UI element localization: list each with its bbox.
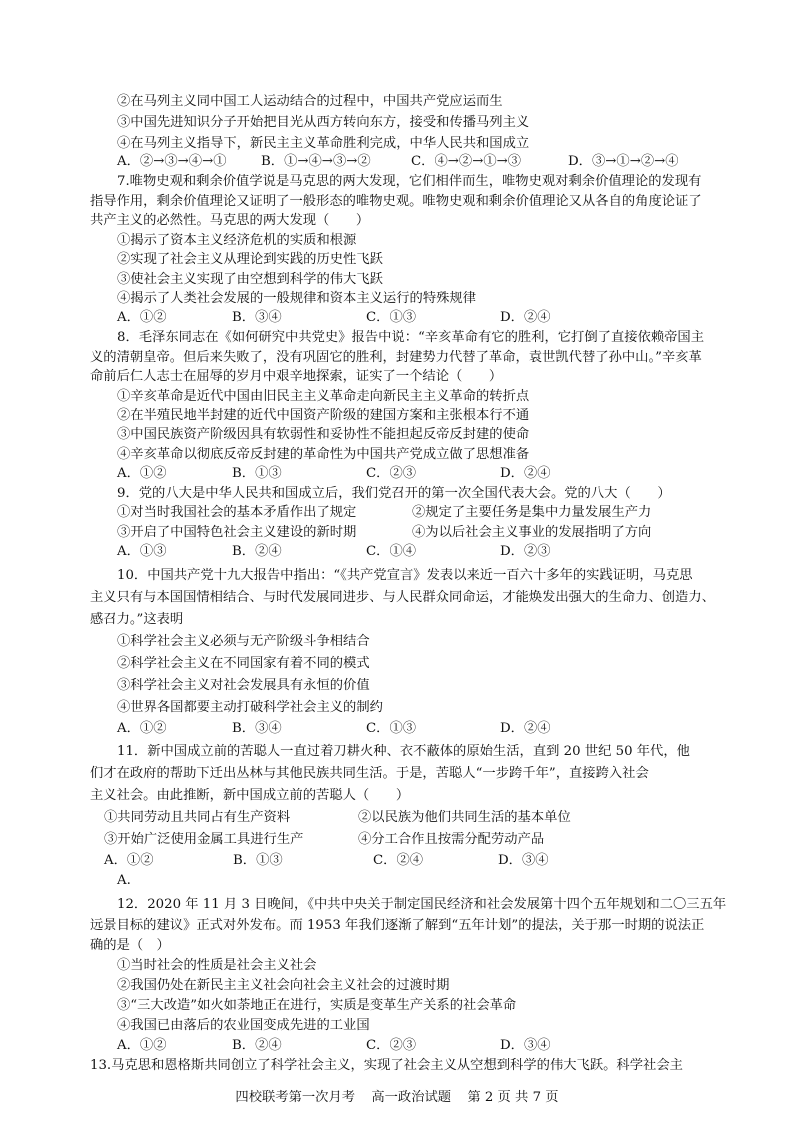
option-d: D．③④ — [498, 853, 549, 868]
q12-stem-2: 远景目标的建议》正式对外发布。而 1953 年我们逐渐了解到“五年计划”的提法，关于那一时期的说法正 — [90, 918, 705, 933]
footer-subject: 高一政治试题 — [371, 1090, 452, 1105]
q8-item-3: ③中国民族资产阶级因具有软弱性和妥协性不能担起反帝反封建的使命 — [117, 427, 530, 442]
q11-item-1: ①共同劳动且共同占有生产资料 — [104, 810, 291, 825]
q7-item-3: ③使社会主义实现了由空想到科学的伟大飞跃 — [117, 272, 383, 287]
q7-stem-3: 共产主义的必然性。马克思的两大发现（ ） — [90, 213, 370, 228]
q9-stem: 9．党的八大是中华人民共和国成立后，我们党召开的第一次全国代表大会。党的八大（ ） — [117, 486, 671, 501]
option-c: C．④→②→①→③ — [411, 154, 522, 169]
q12-item-1: ①当时社会的性质是社会主义社会 — [117, 958, 317, 973]
option-c: C．②③ — [366, 466, 417, 481]
q10-item-3: ③科学社会主义对社会发展具有永恒的价值 — [117, 678, 370, 693]
q8-item-1: ①辛亥革命是近代中国由旧民主主义革命走向新民主主义革命的转折点 — [117, 389, 530, 404]
stray-label: A. — [117, 873, 131, 888]
q8-stem-2: 义的清朝皇帝。但后来失败了，没有巩固它的胜利，封建势力代替了革命，袁世凯代替了孙中山。”辛亥革 — [90, 350, 702, 365]
q11-item-2: ②以民族为他们共同生活的基本单位 — [358, 810, 571, 825]
option-d: D．③→①→②→④ — [568, 154, 679, 169]
q10-item-4: ④世界各国都要主动打破科学社会主义的制约 — [117, 700, 383, 715]
q9-item-4: ④为以后社会主义事业的发展指明了方向 — [412, 525, 652, 540]
q8-stem-1: 8．毛泽东同志在《如何研究中共党史》报告中说：“辛亥革命有它的胜利，它打倒了直接依赖帝国主 — [117, 330, 705, 345]
q7-item-1: ①揭示了资本主义经济危机的实质和根源 — [117, 233, 357, 248]
option-d: D．②④ — [500, 310, 551, 325]
option-b: B．③④ — [232, 721, 282, 736]
q9-item-2: ②规定了主要任务是集中力量发展生产力 — [412, 505, 652, 520]
option-c: C．②④ — [373, 853, 424, 868]
option-a: A．②→③→④→① — [117, 154, 227, 169]
page-footer — [0, 1086, 794, 1105]
q10-stem-3: 感召力。”这表明 — [90, 612, 184, 627]
option-c: C．①③ — [366, 721, 417, 736]
q6-item-3: ③中国先进知识分子开始把目光从西方转向东方，接受和传播马列主义 — [117, 115, 530, 130]
q7-item-2: ②实现了社会主义从理论到实践的历史性飞跃 — [117, 252, 383, 267]
q12-item-3: ③“三大改造”如火如荼地正在进行，实质是变革生产关系的社会革命 — [117, 998, 517, 1013]
q10-stem-2: 主义只有与本国国情相结合、与时代发展同进步、与人民群众同命运，才能焕发出强大的生命力、创造力、 — [90, 590, 715, 605]
q10-item-1: ①科学社会主义必须与无产阶级斗争相结合 — [117, 634, 370, 649]
q11-stem-3: 主义社会。由此推断，新中国成立前的苦聪人（ ） — [90, 788, 410, 803]
q11-stem-1: 11．新中国成立前的苦聪人一直过着刀耕火种、衣不蔽体的原始生活，直到 20 世纪 50 年代，他 — [117, 744, 690, 759]
q10-item-2: ②科学社会主义在不同国家有着不同的模式 — [117, 656, 370, 671]
option-c: C．②③ — [366, 1038, 417, 1053]
option-d: D．②③ — [500, 544, 551, 559]
option-b: B．①③ — [232, 466, 282, 481]
q6-item-2: ②在马列主义同中国工人运动结合的过程中，中国共产党应运而生 — [117, 94, 503, 109]
option-a: A．①② — [117, 721, 167, 736]
q12-stem-3: 确的是（ ） — [90, 938, 170, 953]
option-b: B．②④ — [232, 1038, 282, 1053]
q9-item-3: ③开启了中国特色社会主义建设的新时期 — [117, 525, 357, 540]
q12-stem-1: 12．2020 年 11 月 3 日晚间，《中共中央关于制定国民经济和社会发展第十四个五年规划和二〇三五年 — [117, 897, 727, 912]
q6-item-4: ④在马列主义指导下，新民主主义革命胜利完成，中华人民共和国成立 — [117, 136, 530, 151]
option-a: A．①③ — [117, 544, 167, 559]
q11-item-3: ③开始广泛使用金属工具进行生产 — [104, 832, 304, 847]
option-a: A．①② — [104, 853, 154, 868]
option-a: A．①② — [117, 310, 167, 325]
q11-stem-2: 们才在政府的帮助下迁出丛林与其他民族共同生活。于是，苦聪人“一步跨千年”，直接跨入社会 — [90, 766, 649, 781]
q10-stem-1: 10．中国共产党十九大报告中指出：“《共产党宣言》发表以来近一百六十多年的实践证明，马克思 — [117, 568, 693, 583]
q7-item-4: ④揭示了人类社会发展的一般规律和资本主义运行的特殊规律 — [117, 291, 477, 306]
option-d: D．③④ — [500, 1038, 551, 1053]
footer-exam: 四校联考第一次月考 — [235, 1090, 356, 1105]
q13-stem-1: 13.马克思和恩格斯共同创立了科学社会主义，实现了社会主义从空想到科学的伟大飞跃。科学社会主 — [90, 1058, 683, 1073]
option-c: C．①③ — [366, 310, 417, 325]
q11-item-4: ④分工合作且按需分配劳动产品 — [358, 832, 545, 847]
option-b: B．①③ — [233, 853, 283, 868]
option-c: C．①④ — [366, 544, 417, 559]
option-b: B．①→④→③→② — [261, 154, 371, 169]
q12-item-4: ④我国已由落后的农业国变成先进的工业国 — [117, 1018, 370, 1033]
option-a: A．①② — [117, 466, 167, 481]
q8-stem-3: 命前后仁人志士在屈辱的岁月中艰辛地探索，证实了一个结论（ ） — [90, 369, 503, 384]
q12-item-2: ②我国仍处在新民主主义社会向社会主义社会的过渡时期 — [117, 978, 450, 993]
q8-item-4: ④辛亥革命以彻底反帝反封建的革命性为中国共产党成立做了思想准备 — [117, 447, 530, 462]
q8-item-2: ②在半殖民地半封建的近代中国资产阶级的建国方案和主张根本行不通 — [117, 408, 530, 423]
option-d: D．②④ — [500, 721, 551, 736]
q7-stem-2: 指导作用，剩余价值理论又证明了一般形态的唯物史观。唯物史观和剩余价值理论又从各自的角度论证了 — [90, 194, 702, 209]
option-d: D．②④ — [500, 466, 551, 481]
footer-page-number: 第 2 页 共 7 页 — [467, 1090, 559, 1105]
q7-stem-1: 7.唯物史观和剩余价值学说是马克思的两大发现，它们相伴而生，唯物史观对剩余价值理论的发现有 — [117, 174, 702, 189]
option-a: A．①② — [117, 1038, 167, 1053]
option-b: B．②④ — [232, 544, 282, 559]
q9-item-1: ①对当时我国社会的基本矛盾作出了规定 — [117, 505, 357, 520]
option-b: B．③④ — [232, 310, 282, 325]
